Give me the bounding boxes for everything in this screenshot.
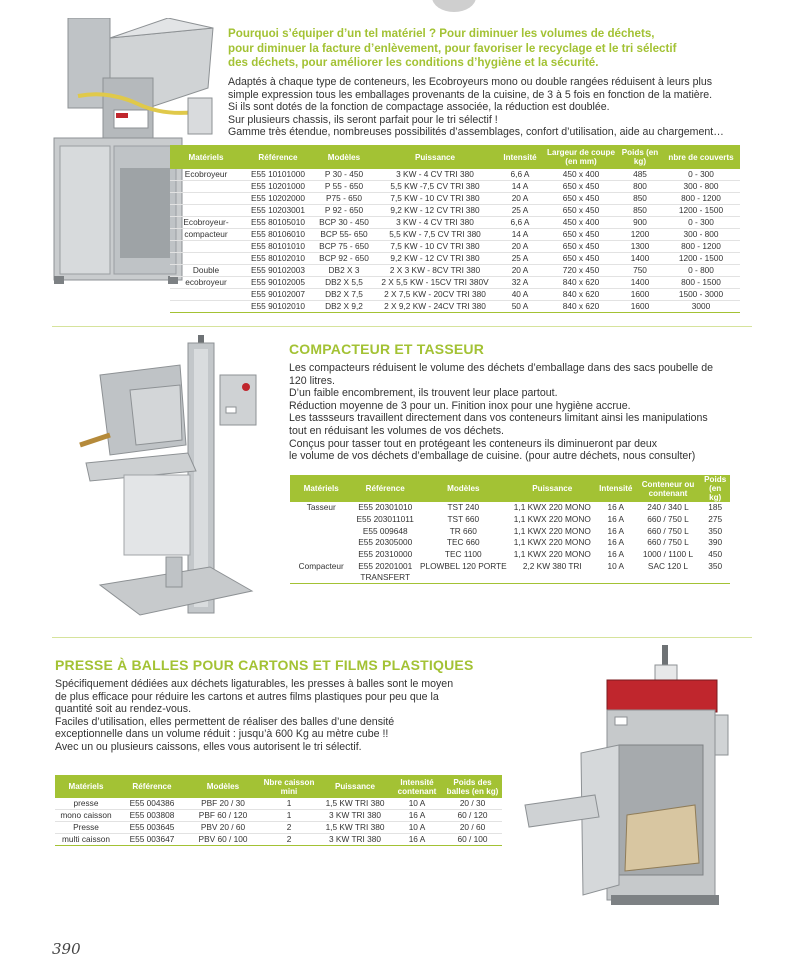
- table-cell: [290, 514, 352, 526]
- table-cell: 300 - 800: [662, 229, 740, 241]
- table-cell: compacteur: [170, 229, 242, 241]
- table-cell: multi caisson: [55, 834, 117, 846]
- table-cell: E55 10203001: [242, 205, 314, 217]
- table-row: [290, 514, 730, 526]
- table-cell: 1,5 KW TRI 380: [319, 798, 391, 810]
- table-cell: 350: [708, 560, 723, 571]
- table-cell: 5,5 KW -7,5 CV TRI 380: [374, 181, 496, 193]
- table-cell: E55 10202000: [242, 193, 314, 205]
- table-cell: [596, 572, 636, 584]
- table-cell: 14 A: [496, 181, 544, 193]
- table-cell: 850: [618, 193, 662, 205]
- table-cell: 300 - 800: [662, 181, 740, 193]
- table-cell: SAC 120 L: [647, 560, 689, 571]
- page-number: 390: [52, 940, 81, 957]
- section2-body: [289, 362, 713, 463]
- intro-headline: [228, 27, 676, 71]
- table-cell: 800: [618, 181, 662, 193]
- table-cell: E55 90102003: [242, 265, 314, 277]
- table-cell: 650 x 450: [544, 193, 618, 205]
- table-cell: Double: [170, 265, 242, 277]
- col-header: Référence: [352, 475, 418, 502]
- table-cell: [170, 241, 242, 253]
- table-cell: 16 A: [607, 549, 625, 560]
- table-cell: E55 90102007: [242, 289, 314, 301]
- table-row: [170, 241, 740, 253]
- body-line: Gamme très étendue, nombreuses possibilités d’assemblages, confort d’utilisation, aide au chargement…: [228, 126, 724, 139]
- table-cell: 16 A: [391, 810, 443, 822]
- body-line: Sur plusieurs chassis, ils seront parfait pour le tri sélectif !: [228, 113, 498, 126]
- table-cell: TEC 1100: [444, 549, 482, 560]
- table-row: [290, 537, 730, 549]
- table-cell: 840 x 620: [544, 289, 618, 301]
- table-cell: 450 x 400: [544, 217, 618, 229]
- body-line: 120 litres.: [289, 374, 335, 387]
- table-cell: 450: [708, 549, 723, 560]
- table-cell: [170, 193, 242, 205]
- table-cell: 650 x 450: [544, 229, 618, 241]
- table-row: [290, 572, 730, 584]
- table-cell: 660 / 750 L: [647, 525, 689, 536]
- table-cell: 1400: [618, 253, 662, 265]
- table-cell: 9,2 KW - 12 CV TRI 380: [374, 253, 496, 265]
- col-header: Référence: [117, 775, 187, 798]
- body-line: exceptionnelle dans un volume réduit : jusqu’à 600 Kg au mètre cube !!: [55, 728, 389, 741]
- table-cell: [170, 181, 242, 193]
- table-cell: 6,6 A: [496, 217, 544, 229]
- body-line: le volume de vos déchets d’emballage de cuisine. (pour autre déchets, nous consulter): [289, 450, 696, 463]
- table-cell: E55 90102005: [242, 277, 314, 289]
- table-cell: 1,1 KWX 220 MONO: [513, 549, 591, 560]
- table-cell: 840 x 620: [544, 277, 618, 289]
- body-line: simple expression tous les emballages provenants de la cuisine, de 3 à 5 fois en fonction de la matière.: [228, 88, 713, 101]
- table-cell: [290, 549, 352, 561]
- table-cell: DB2 X 9,2: [314, 301, 374, 313]
- section-title-compacteur: COMPACTEUR ET TASSEUR: [289, 341, 485, 357]
- table-cell: TEC 660: [446, 537, 480, 548]
- table-cell: E55 009648: [362, 525, 408, 536]
- col-header: Modèles: [418, 475, 509, 502]
- table-cell: E55 20310000: [358, 549, 413, 560]
- table-cell: 3 KW TRI 380: [319, 834, 391, 846]
- table-cell: 1: [259, 810, 319, 822]
- table-row: [170, 277, 740, 289]
- table-cell: 3 KW - 4 CV TRI 380: [374, 217, 496, 229]
- table-cell: E55 20301010: [358, 502, 413, 513]
- table-row: [290, 525, 730, 537]
- table-cell: Presse: [55, 822, 117, 834]
- table-cell: 2 X 3 KW - 8CV TRI 380: [374, 265, 496, 277]
- col-header: Conteneur ou contenant: [636, 475, 701, 502]
- col-header: Nbre caisson mini: [259, 775, 319, 798]
- table-cell: DB2 X 3: [314, 265, 374, 277]
- section3-body: [55, 678, 453, 754]
- table-cell: PBF 60 / 120: [187, 810, 259, 822]
- table-cell: TST 240: [447, 502, 480, 513]
- table-cell: DB2 X 7,5: [314, 289, 374, 301]
- section-divider: [52, 637, 752, 638]
- body-line: Adaptés à chaque type de conteneurs, les Ecobroyeurs mono ou double rangées réduisent à leurs plus: [228, 76, 713, 88]
- table-cell: [418, 572, 509, 584]
- table-cell: 6,6 A: [496, 169, 544, 181]
- table-row: [170, 205, 740, 217]
- table-cell: [170, 289, 242, 301]
- table-cell: E55 80102010: [242, 253, 314, 265]
- table-row: [55, 834, 502, 846]
- table-cell: 2 X 9,2 KW - 24CV TRI 380: [374, 301, 496, 313]
- table-row: [290, 502, 730, 514]
- section-divider: [52, 326, 752, 327]
- table-row: [170, 217, 740, 229]
- col-header: Poids (en kg): [700, 475, 730, 502]
- table-cell: 20 A: [496, 241, 544, 253]
- table-cell: 10 A: [607, 560, 625, 571]
- col-header: Puissance: [374, 145, 496, 169]
- table-cell: 2: [259, 822, 319, 834]
- compacteur-spec-table: [290, 475, 730, 584]
- body-line: Faciles d’utilisation, elles permettent de réaliser des balles d’une densité: [55, 715, 395, 728]
- table-cell: E55 80105010: [242, 217, 314, 229]
- body-line: Spécifiquement dédiées aux déchets ligaturables, les presses à balles sont le moyen: [55, 678, 454, 690]
- intro-body: [228, 76, 724, 139]
- table-cell: TST 660: [447, 514, 480, 525]
- table-cell: 650 x 450: [544, 241, 618, 253]
- ecobroyeur-spec-table: [170, 145, 740, 313]
- table-cell: 1300: [618, 241, 662, 253]
- table-cell: 650 x 450: [544, 181, 618, 193]
- body-line: D’un faible encombrement, ils trouvent leur place partout.: [289, 387, 558, 400]
- col-header: Poids (en kg): [618, 145, 662, 169]
- table-cell: 1200: [618, 229, 662, 241]
- table-cell: 0 - 300: [662, 217, 740, 229]
- table-cell: [636, 572, 701, 584]
- table-cell: PBF 20 / 30: [187, 798, 259, 810]
- decorative-tab: [432, 0, 476, 12]
- table-cell: 0 - 300: [662, 169, 740, 181]
- col-header: Intensité: [596, 475, 636, 502]
- table-cell: P75 - 650: [314, 193, 374, 205]
- table-row: [290, 549, 730, 561]
- body-line: Conçus pour tasser tout en protégeant les conteneurs ils diminueront par deux: [289, 437, 658, 450]
- table-cell: Tasseur: [306, 502, 336, 513]
- table-cell: 9,2 KW - 12 CV TRI 380: [374, 205, 496, 217]
- table-cell: E55 003645: [117, 822, 187, 834]
- table-cell: 1200 - 1500: [662, 205, 740, 217]
- table-cell: 1400: [618, 277, 662, 289]
- table-cell: 1000 / 1100 L: [642, 549, 694, 560]
- table-cell: PLOWBEL 120 PORTE: [419, 560, 507, 571]
- table-row: [170, 265, 740, 277]
- table-cell: PBV 20 / 60: [187, 822, 259, 834]
- table-cell: 7,5 KW - 10 CV TRI 380: [374, 193, 496, 205]
- body-line: quantité soit au rendez-vous.: [55, 703, 192, 716]
- col-header: Poids des balles (en kg): [443, 775, 502, 798]
- table-cell: 14 A: [496, 229, 544, 241]
- table-cell: 50 A: [496, 301, 544, 313]
- table-cell: 350: [708, 525, 723, 536]
- table-cell: 650 x 450: [544, 253, 618, 265]
- body-line: Avec un ou plusieurs caissons, elles vous autorisent le tri sélectif.: [55, 740, 362, 753]
- col-header: nbre de couverts: [662, 145, 740, 169]
- table-cell: 800 - 1500: [662, 277, 740, 289]
- body-line: tout en réduisant les volumes de vos déchets.: [289, 424, 504, 437]
- table-cell: 660 / 750 L: [647, 537, 689, 548]
- table-cell: 750: [618, 265, 662, 277]
- table-cell: [509, 572, 596, 584]
- table-row: [55, 810, 502, 822]
- table-cell: E55 003647: [117, 834, 187, 846]
- body-line: Si ils sont dotés de la fonction de compactage associée, la réduction est doublée.: [228, 101, 610, 114]
- table-cell: 10 A: [391, 798, 443, 810]
- table-row: [170, 289, 740, 301]
- table-row: [170, 253, 740, 265]
- table-cell: 900: [618, 217, 662, 229]
- table-cell: 850: [618, 205, 662, 217]
- table-cell: E55 90102010: [242, 301, 314, 313]
- table-row: [55, 822, 502, 834]
- table-cell: E55 80106010: [242, 229, 314, 241]
- table-row: [55, 798, 502, 810]
- table-cell: 1500 - 3000: [662, 289, 740, 301]
- table-cell: mono caisson: [55, 810, 117, 822]
- table-cell: [290, 525, 352, 537]
- col-header: Matériels: [55, 775, 117, 798]
- table-cell: presse: [55, 798, 117, 810]
- table-cell: 800 - 1200: [662, 241, 740, 253]
- col-header: Puissance: [509, 475, 596, 502]
- table-cell: 1600: [618, 301, 662, 313]
- table-cell: 185: [708, 502, 723, 513]
- table-cell: 275: [708, 514, 723, 525]
- table-cell: BCP 75 - 650: [314, 241, 374, 253]
- table-cell: 25 A: [496, 253, 544, 265]
- table-cell: 1,1 KWX 220 MONO: [513, 525, 591, 536]
- table-row: [170, 193, 740, 205]
- table-cell: 20 A: [496, 265, 544, 277]
- table-cell: 60 / 100: [443, 834, 502, 846]
- table-cell: 7,5 KW - 10 CV TRI 380: [374, 241, 496, 253]
- table-cell: E55 203011011: [356, 514, 414, 525]
- table-cell: 2,2 KW 380 TRI: [522, 560, 582, 571]
- table-cell: 3 KW - 4 CV TRI 380: [374, 169, 496, 181]
- table-cell: BCP 92 - 650: [314, 253, 374, 265]
- table-cell: 2 X 7,5 KW - 20CV TRI 380: [374, 289, 496, 301]
- table-cell: 1: [259, 798, 319, 810]
- headline-line: Pourquoi s’équiper d’un tel matériel ? Pour diminuer les volumes de déchets,: [228, 27, 655, 40]
- table-cell: [700, 572, 730, 584]
- table-cell: ecobroyeur: [170, 277, 242, 289]
- table-cell: 16 A: [607, 502, 625, 513]
- table-cell: 16 A: [391, 834, 443, 846]
- presse-a-balles-image: [515, 645, 745, 920]
- table-row: [290, 560, 730, 572]
- table-cell: 2 X 5,5 KW - 15CV TRI 380V: [374, 277, 496, 289]
- table-cell: 16 A: [607, 514, 625, 525]
- table-row: [170, 181, 740, 193]
- table-cell: 720 x 450: [544, 265, 618, 277]
- table-cell: 240 / 340 L: [647, 502, 689, 513]
- table-cell: 5,5 KW - 7,5 CV TRI 380: [374, 229, 496, 241]
- headline-line: pour diminuer la facture d’enlèvement, pour favoriser le recyclage et le tri sélectif: [228, 41, 677, 55]
- tasseur-image: [70, 335, 270, 625]
- table-cell: DB2 X 5,5: [314, 277, 374, 289]
- table-cell: 20 / 30: [443, 798, 502, 810]
- body-line: Les compacteurs réduisent le volume des déchets d’emballage dans des sacs poubelle de: [289, 362, 714, 374]
- table-row: [170, 229, 740, 241]
- table-cell: E55 10101000: [242, 169, 314, 181]
- table-cell: Ecobroyeur-: [170, 217, 242, 229]
- section-title-presse: PRESSE À BALLES POUR CARTONS ET FILMS PLASTIQUES: [55, 657, 474, 673]
- col-header: Matériels: [290, 475, 352, 502]
- body-line: de plus efficace pour réduire les cartons et autres films plastiques pour peu que la: [55, 690, 439, 703]
- table-cell: P 92 - 650: [314, 205, 374, 217]
- table-cell: 3 KW TRI 380: [319, 810, 391, 822]
- table-cell: BCP 55- 650: [314, 229, 374, 241]
- table-cell: 16 A: [607, 525, 625, 536]
- table-cell: 1,1 KWX 220 MONO: [513, 502, 591, 513]
- table-row: [170, 301, 740, 313]
- col-header: Intensité contenant: [391, 775, 443, 798]
- table-row: [170, 169, 740, 181]
- table-cell: 1200 - 1500: [662, 253, 740, 265]
- table-cell: 1600: [618, 289, 662, 301]
- table-cell: [170, 253, 242, 265]
- table-cell: Compacteur: [298, 560, 344, 571]
- table-cell: TR 660: [449, 525, 477, 536]
- table-cell: 0 - 800: [662, 265, 740, 277]
- table-cell: P 55 - 650: [314, 181, 374, 193]
- table-cell: 1,5 KW TRI 380: [319, 822, 391, 834]
- table-cell: E55 20201001: [358, 560, 413, 571]
- table-cell: 20 A: [496, 193, 544, 205]
- table-cell: [170, 205, 242, 217]
- body-line: Les tassseurs travaillent directement dans vos conteneurs limitant ainsi les manipulations: [289, 412, 708, 425]
- table-cell: E55 003808: [117, 810, 187, 822]
- table-cell: 1,1 KWX 220 MONO: [513, 514, 591, 525]
- table-cell: 25 A: [496, 205, 544, 217]
- table-cell: TRANSFERT: [352, 572, 418, 584]
- col-header: Matériels: [170, 145, 242, 169]
- table-cell: E55 20305000: [358, 537, 413, 548]
- table-cell: 16 A: [607, 537, 625, 548]
- headline-line: des déchets, pour améliorer les conditions d’hygiène et la sécurité.: [228, 56, 599, 70]
- table-cell: Ecobroyeur: [170, 169, 242, 181]
- table-cell: E55 10201000: [242, 181, 314, 193]
- col-header: Puissance: [319, 775, 391, 798]
- table-cell: [290, 537, 352, 549]
- table-cell: [170, 301, 242, 313]
- table-cell: 40 A: [496, 289, 544, 301]
- table-cell: 10 A: [391, 822, 443, 834]
- table-cell: BCP 30 - 450: [314, 217, 374, 229]
- table-cell: 32 A: [496, 277, 544, 289]
- body-line: Réduction moyenne de 3 pour un. Finition inox pour une hygiène accrue.: [289, 399, 631, 412]
- table-cell: 800 - 1200: [662, 193, 740, 205]
- table-cell: [290, 572, 352, 584]
- table-cell: 390: [708, 537, 723, 548]
- table-cell: 660 / 750 L: [647, 514, 689, 525]
- table-cell: P 30 - 450: [314, 169, 374, 181]
- table-cell: 450 x 400: [544, 169, 618, 181]
- table-cell: 60 / 120: [443, 810, 502, 822]
- col-header: Intensité: [496, 145, 544, 169]
- table-cell: E55 80101010: [242, 241, 314, 253]
- presse-spec-table: [55, 775, 502, 846]
- col-header: Référence: [242, 145, 314, 169]
- table-cell: 840 x 620: [544, 301, 618, 313]
- table-cell: 1,1 KWX 220 MONO: [513, 537, 591, 548]
- table-cell: 650 x 450: [544, 205, 618, 217]
- table-cell: E55 004386: [117, 798, 187, 810]
- col-header: Largeur de coupe (en mm): [544, 145, 618, 169]
- col-header: Modèles: [187, 775, 259, 798]
- col-header: Modèles: [314, 145, 374, 169]
- table-cell: 3000: [662, 301, 740, 313]
- table-cell: 20 / 60: [443, 822, 502, 834]
- table-cell: 2: [259, 834, 319, 846]
- table-cell: PBV 60 / 100: [187, 834, 259, 846]
- table-cell: 485: [618, 169, 662, 181]
